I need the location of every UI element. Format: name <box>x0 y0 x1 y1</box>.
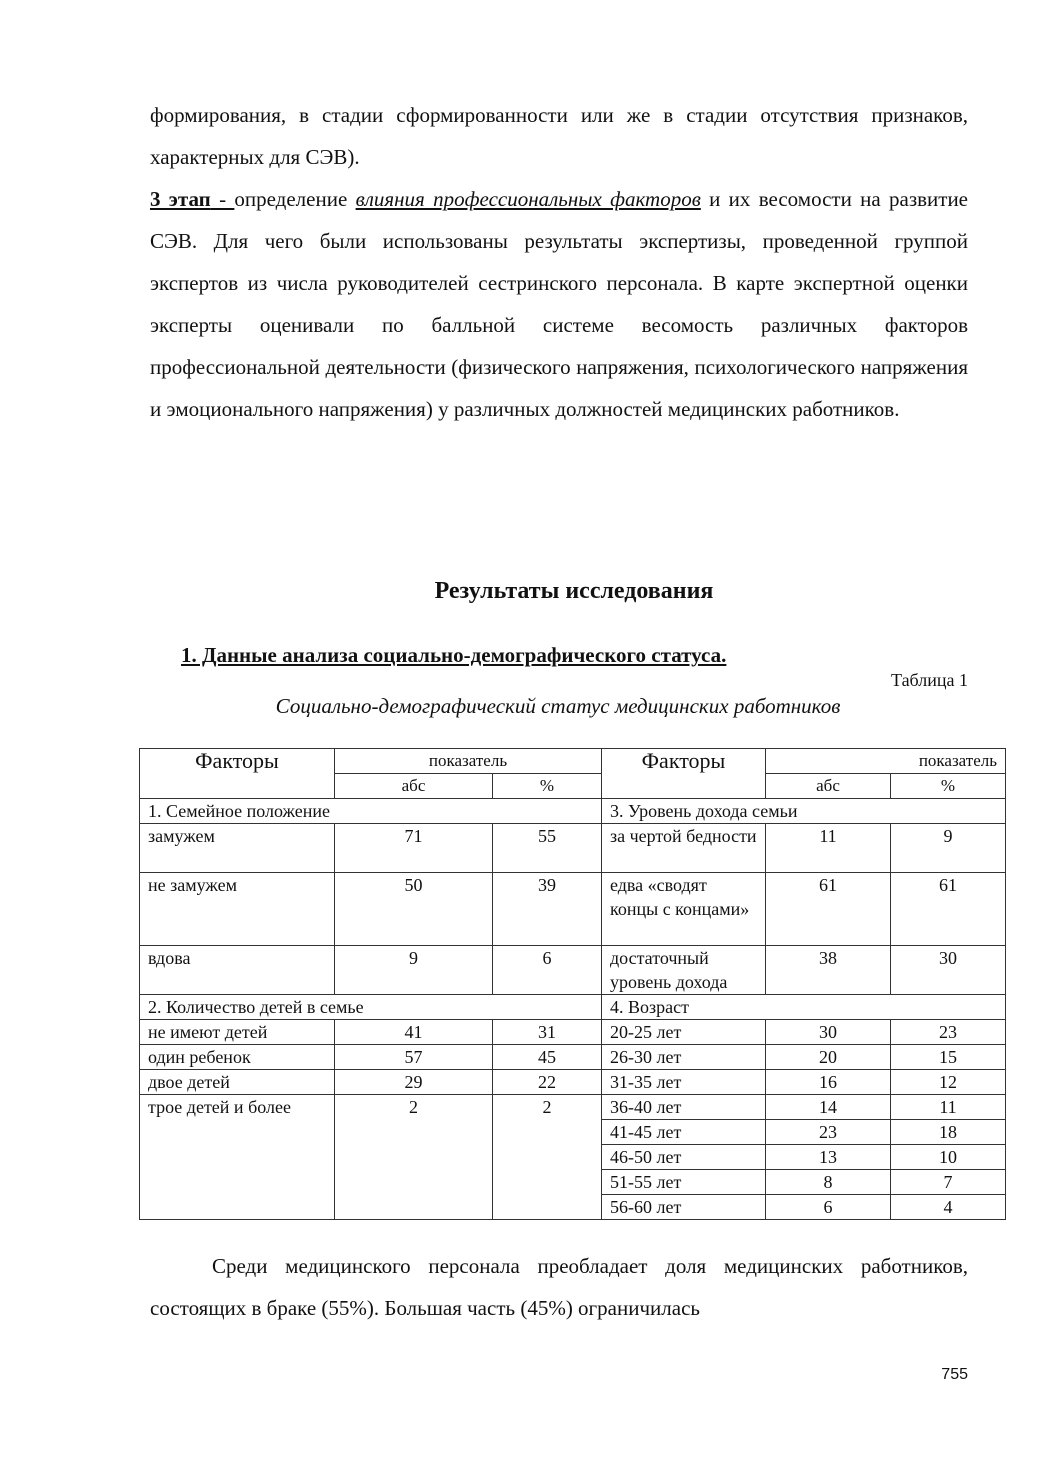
cell-left-abs: 71 <box>335 824 493 873</box>
cell-right-factor: 41-45 лет <box>602 1120 766 1145</box>
stage-text-before: определение <box>234 187 356 211</box>
header-abs-left: абс <box>335 774 493 799</box>
cell-right-abs: 61 <box>766 873 891 946</box>
table-row <box>140 946 1006 995</box>
header-percent-left: % <box>493 774 602 799</box>
table-row <box>140 1095 1006 1120</box>
cell-right-factor: едва «сводят концы с концами» <box>602 873 766 946</box>
table-row <box>140 873 1006 946</box>
header-factors-left: Факторы <box>140 749 335 799</box>
cell-left-abs: 2 <box>335 1095 493 1220</box>
cell-right-factor: 31-35 лет <box>602 1070 766 1095</box>
group-age: 4. Возраст <box>602 995 1006 1020</box>
cell-right-abs: 11 <box>766 824 891 873</box>
cell-right-percent: 15 <box>891 1045 1006 1070</box>
header-indicator-right: показатель <box>766 749 1006 774</box>
stage-dash: - <box>210 187 235 211</box>
table-row <box>140 1045 1006 1070</box>
section-title: Результаты исследования <box>434 578 714 604</box>
cell-right-percent: 11 <box>891 1095 1006 1120</box>
cell-right-factor: 46-50 лет <box>602 1145 766 1170</box>
cell-left-factor: не имеют детей <box>140 1020 335 1045</box>
cell-left-abs: 50 <box>335 873 493 946</box>
cell-right-factor: 56-60 лет <box>602 1195 766 1220</box>
cell-right-percent: 7 <box>891 1170 1006 1195</box>
social-demographic-table <box>139 748 1006 1220</box>
header-factors-right: Факторы <box>602 749 766 799</box>
cell-right-abs: 8 <box>766 1170 891 1195</box>
cell-left-factor: вдова <box>140 946 335 995</box>
cell-right-percent: 18 <box>891 1120 1006 1145</box>
cell-left-abs: 41 <box>335 1020 493 1045</box>
table-row <box>140 1070 1006 1095</box>
cell-right-abs: 30 <box>766 1020 891 1045</box>
cell-left-abs: 29 <box>335 1070 493 1095</box>
group-children-count: 2. Количество детей в семье <box>140 995 602 1020</box>
cell-left-factor: один ребенок <box>140 1045 335 1070</box>
cell-right-percent: 61 <box>891 873 1006 946</box>
cell-left-abs: 9 <box>335 946 493 995</box>
table-row <box>140 824 1006 873</box>
cell-right-percent: 12 <box>891 1070 1006 1095</box>
cell-left-percent: 6 <box>493 946 602 995</box>
group-row <box>140 799 1006 824</box>
cell-left-percent: 39 <box>493 873 602 946</box>
cell-right-abs: 16 <box>766 1070 891 1095</box>
cell-right-percent: 30 <box>891 946 1006 995</box>
stage-text-after: и их весомости на развитие СЭВ. Для чего были использованы результаты экспертизы, проведенной группой экспертов из числа руководителей сестринского персонала. В карте экспертной оценки эксперты оценивали по балльной системе весомость различных факторов профессиональной деятельности (физического напряжения, психологического напряжения и эмоционального напряжения) у различных должностей медицинских работников. <box>150 187 969 421</box>
stage-label: 3 этап <box>150 187 211 211</box>
cell-right-abs: 20 <box>766 1045 891 1070</box>
cell-left-factor: трое детей и более <box>140 1095 335 1220</box>
cell-left-factor: не замужем <box>140 873 335 946</box>
cell-right-factor: за чертой бедности <box>602 824 766 873</box>
table-header-row <box>140 749 1006 774</box>
cell-right-abs: 6 <box>766 1195 891 1220</box>
table-number: Таблица 1 <box>891 670 968 690</box>
cell-right-percent: 4 <box>891 1195 1006 1220</box>
cell-left-percent: 2 <box>493 1095 602 1220</box>
cell-right-factor: 51-55 лет <box>602 1170 766 1195</box>
cell-left-percent: 22 <box>493 1070 602 1095</box>
cell-left-percent: 55 <box>493 824 602 873</box>
cell-left-abs: 57 <box>335 1045 493 1070</box>
cell-right-factor: 36-40 лет <box>602 1095 766 1120</box>
cell-right-abs: 23 <box>766 1120 891 1145</box>
cell-right-percent: 9 <box>891 824 1006 873</box>
cell-left-percent: 45 <box>493 1045 602 1070</box>
header-indicator-left: показатель <box>335 749 602 774</box>
group-family-income: 3. Уровень дохода семьи <box>602 799 1006 824</box>
paragraph-results: Среди медицинского персонала преобладает доля медицинских работников, состоящих в браке (55%). Большая часть (45%) ограничилась <box>150 1254 968 1320</box>
header-percent-right: % <box>891 774 1006 799</box>
cell-right-abs: 13 <box>766 1145 891 1170</box>
paragraph-stage-3 <box>150 178 968 430</box>
cell-right-abs: 38 <box>766 946 891 995</box>
table-row <box>140 1020 1006 1045</box>
subsection-title: 1. Данные анализа социально-демографического статуса. <box>181 643 727 667</box>
stage-emphasis: влияния профессиональных факторов <box>355 187 701 211</box>
cell-right-abs: 14 <box>766 1095 891 1120</box>
table-caption: Социально-демографический статус медицинских работников <box>275 694 841 718</box>
group-row <box>140 995 1006 1020</box>
header-abs-right: абс <box>766 774 891 799</box>
cell-right-percent: 23 <box>891 1020 1006 1045</box>
paragraph-stage-description-end: формирования, в стадии сформированности или же в стадии отсутствия признаков, характерных для СЭВ). <box>150 103 968 169</box>
cell-right-factor: 20-25 лет <box>602 1020 766 1045</box>
cell-right-percent: 10 <box>891 1145 1006 1170</box>
cell-right-factor: достаточный уровень дохода <box>602 946 766 995</box>
cell-left-factor: замужем <box>140 824 335 873</box>
group-marital-status: 1. Семейное положение <box>140 799 602 824</box>
cell-left-factor: двое детей <box>140 1070 335 1095</box>
cell-right-factor: 26-30 лет <box>602 1045 766 1070</box>
page-number: 755 <box>941 1366 968 1383</box>
cell-left-percent: 31 <box>493 1020 602 1045</box>
